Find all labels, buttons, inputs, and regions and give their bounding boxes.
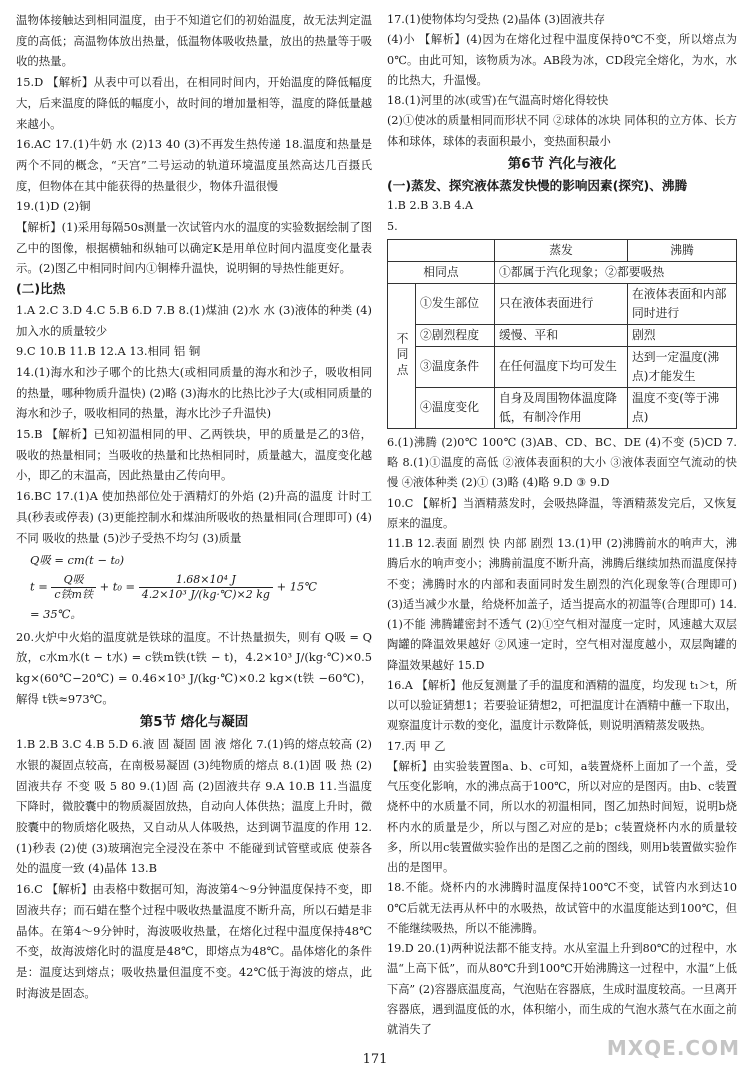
text-block: 1.A 2.C 3.D 4.C 5.B 6.D 7.B 8.(1)煤油 (2)水 水 (3)液体的种类 (4)加入水的质量较少 xyxy=(16,302,372,338)
table-cell: ①发生部位 xyxy=(416,283,495,324)
formula-part: + t₀ = xyxy=(99,579,139,594)
fraction-denominator: c铁m铁 xyxy=(54,587,93,601)
fraction xyxy=(139,573,273,602)
table-cell: 只在液体表面进行 xyxy=(495,283,628,324)
text-block: 【解析】由实验装置图a、b、c可知，a装置烧杯上面加了一个盖，受气压变化影响，水的沸点高于100℃，所以对应的是图丙。由b、c装置烧杯中的水质量不同，所以水的初温相同，图乙加热时间短，说明b烧杯内水的质量是少，所以与图乙对应的是b；c装置烧杯内水的质量较多，所以用c装置做实验作出的是图乙之前的图线，则用b装置做实验作出的是图甲。 xyxy=(387,759,737,874)
table-row xyxy=(388,387,737,428)
formula-temperature xyxy=(30,573,372,602)
fraction xyxy=(51,573,96,602)
text-block: 11.B 12.表面 剧烈 快 内部 剧烈 13.(1)甲 (2)沸腾前水的响声大，沸腾后水的响声变小；沸腾前温度不断升高，沸腾后继续加热而温度保持不变；沸腾时水的内部和表面同时发生剧烈的汽化现象等(合理即可) (3)适当减少水量，给烧杯加盖子，适当提高水的初温等(合理即可) 14.(1)不能 沸腾罐密封不透气 (2)①空气相对湿度一定时，风速越大双层陶罐的降温效果越好 ②风速一定时，空气相对湿度越小，双层陶罐的降温效果越好 15.D xyxy=(387,537,737,672)
subsection-heading-bire: (二)比热 xyxy=(16,281,66,297)
table-cell xyxy=(388,239,495,261)
table-cell: ③温度条件 xyxy=(416,346,495,387)
text-block: (4)小 【解析】(4)因为在熔化过程中温度保持0℃不变，所以熔点为0℃。由此可知，该物质为冰。AB段为冰，CD段完全熔化，为水，水的比热大，升温慢。 xyxy=(387,33,737,87)
text-block: 17.丙 甲 乙 xyxy=(387,739,446,753)
text-block: 14.(1)海水和沙子哪个的比热大(或相同质量的海水和沙子，吸收相同的热量，哪种物质升温快) (2)略 (3)海水的比热比沙子大(或相同质量的海水和沙子，吸收相同的热量，海水比沙子升温快) xyxy=(16,364,372,421)
table-cell: 自身及周围物体温度降低，有制冷作用 xyxy=(495,387,628,428)
watermark: MXQE.COM xyxy=(606,1036,740,1060)
text-block: 1.B 2.B 3.C 4.B 5.D 6.液 固 凝固 固 液 熔化 7.(1)钨的熔点较高 (2)水银的凝固点较高，在南极易凝固 (3)纯物质的熔点 8.(1)固 吸 热 (2)固液共存 不变 吸 5 80 9.(1)固 高 (2)固液共存 9.A 10.B 11.当温度下降时，微胶囊中的物质凝固放热，自动向人体供热；温度上升时，微胶囊中的物质熔化吸热，又自动从人体吸热，达到调节温度的作用 12.(1)秒表 (2)使 (3)玻璃泡完全浸没在茶中 不能碰到试管壁或底 使萘各处的温度一致 (4)晶体 13.B xyxy=(16,737,372,876)
text-block: 16.AC 17.(1)牛奶 水 (2)13 40 (3)不再发生热传递 18.温度和热量是两个不同的概念，“天宫”二号运动的轨道环境温度虽然高达几百摄氏度，但物体在其中能获得的热量很少，物体升温很慢 xyxy=(16,137,372,193)
table-row xyxy=(388,239,737,261)
table-cell: 在液体表面和内部同时进行 xyxy=(628,283,737,324)
formula-heat: Q吸 = cm(t − t₀) xyxy=(30,553,125,568)
text-block: 9.C 10.B 11.B 12.A 13.相同 铝 铜 xyxy=(16,344,201,359)
fraction-numerator: Q吸 xyxy=(51,573,96,588)
table-cell: ②剧烈程度 xyxy=(416,324,495,346)
text-block: 19.D 20.(1)两种说法都不能支持。水从室温上升到80℃的过程中，水温“上高下低”，而从80℃升到100℃开始沸腾这一过程中，水温“上低下高” (2)容器底温度高，气泡贴在容器底，生成时温度较高。一旦离开容器底，遇到温度低的水，体积缩小，而生成的气泡水蒸气在水面之前就消失了 xyxy=(387,942,737,1036)
table-cell: 不同点 xyxy=(388,283,416,428)
table-cell: 缓慢、平和 xyxy=(495,324,628,346)
left-column xyxy=(16,10,372,1003)
text-block: 20.火炉中火焰的温度就是铁球的温度。不计热量损失，则有 Q吸 = Q放，c水m水(t − t水) = c铁m铁(t铁 − t)，4.2×10³ J/(kg·℃)×0.5 kg×(60℃−20℃) = 0.46×10³ J/(kg·℃)×0.2 kg×(t铁 −60℃)，解得 t铁≈973℃。 xyxy=(16,629,372,706)
text-block: 1.B 2.B 3.B 4.A xyxy=(387,199,474,213)
formula-part: + 15℃ xyxy=(276,579,317,594)
fraction-denominator: 4.2×10³ J/(kg·℃)×2 kg xyxy=(141,587,270,601)
table-cell: 剧烈 xyxy=(628,324,737,346)
formula-part: t = xyxy=(30,579,52,594)
right-column xyxy=(387,10,737,1040)
page-number: 171 xyxy=(362,1052,388,1067)
text-block: 5. xyxy=(387,219,398,233)
text-block: (2)①使冰的质量相同而形状不同 ②球体的冰块 同体积的立方体、长方体和球体，球体的表面积最小，变热面积最小 xyxy=(387,114,737,148)
table-cell: 在任何温度下均可发生 xyxy=(495,346,628,387)
comparison-table xyxy=(387,239,737,429)
table-header: 蒸发 xyxy=(495,239,628,261)
text-block: 16.A 【解析】他反复测量了手的温度和酒精的温度，均发现 t₁＞t，所以可以验证猜想1；若要验证猜想2，可把温度计在酒精中蘸一下取出，观察温度计示数的变化，温度计示数降低，则说明酒精蒸发吸热。 xyxy=(387,678,737,733)
text-block: 18.(1)河里的冰(或雪)在气温高时熔化得较快 xyxy=(387,94,609,107)
text-block: 19.(1)D (2)铜 xyxy=(16,199,91,214)
table-cell: 达到一定温度(沸点)才能发生 xyxy=(628,346,737,387)
table-row xyxy=(388,346,737,387)
subsection-heading-evaporation: (一)蒸发、探究液体蒸发快慢的影响因素(探究)、沸腾 xyxy=(387,178,688,193)
table-cell: ④温度变化 xyxy=(416,387,495,428)
table-header: 沸腾 xyxy=(628,239,737,261)
table-row xyxy=(388,283,737,324)
section-heading-6: 第6节 汽化与液化 xyxy=(507,155,617,172)
table-cell: 相同点 xyxy=(388,261,495,283)
table-row xyxy=(388,261,737,283)
text-block: 6.(1)沸腾 (2)0℃ 100℃ (3)AB、CD、BC、DE (4)不变 (5)CD 7.略 8.(1)①温度的高低 ②液体表面积的大小 ③液体表面空气流动的快慢 ④液体种类 (2)① (3)略 (4)略 9.D ③ 9.D xyxy=(387,435,737,490)
text-block: 18.不能。烧杯内的水沸腾时温度保持100℃不变，试管内水到达100℃后就无法再从杯中的水吸热，故试管中的水温度能达到100℃，但不能继续吸热，所以不能沸腾。 xyxy=(387,881,737,935)
text-block: 17.(1)使物体均匀受热 (2)晶体 (3)固液共存 xyxy=(387,13,605,26)
text-block: 15.D 【解析】从表中可以看出，在相同时间内，开始温度的降低幅度大，后来温度的降低的幅度小，故时间的增加量相等，温度的降低量越来越小。 xyxy=(16,75,372,131)
text-block: 温物体接触达到相同温度，由于不知道它们的初始温度，故无法判定温度的高低；高温物体放出热量，低温物体吸收热量，放出的热量等于吸收的热量。 xyxy=(16,13,372,69)
table-cell: ①都属于汽化现象；②都要吸热 xyxy=(495,261,737,283)
text-block: 【解析】(1)采用每隔50s测量一次试管内水的温度的实验数据绘制了图乙中的图像，根据横轴和纵轴可以确定K是用单位时间内温度变化量表示。(2)图乙中相同时间内①铜棒升温快，说明铜的导热性能更好。 xyxy=(16,220,372,276)
text-block: 16.BC 17.(1)A 使加热部位处于酒精灯的外焰 (2)升高的温度 计时工具(秒表或停表) (3)更能控制水和煤油所吸收的热量相同(合理即可) (4)不同 吸收的热量 (5)沙子受热不均匀 (3)质量 xyxy=(16,489,372,545)
table-cell: 温度不变(等于沸点) xyxy=(628,387,737,428)
fraction-numerator: 1.68×10⁴ J xyxy=(139,573,273,588)
formula-result: = 35℃。 xyxy=(30,606,82,621)
section-heading-5: 第5节 熔化与凝固 xyxy=(139,713,249,730)
text-block: 15.B 【解析】已知初温相同的甲、乙两铁块，甲的质量是乙的3倍，吸收的热量相同；当吸收的热量和比热相同时，质量越大，温度变化越小，即乙的末温高，因此热量由乙传向甲。 xyxy=(16,427,372,483)
text-block: 16.C 【解析】由表格中数据可知，海波第4～9分钟温度保持不变，即固液共存；而石蜡在整个过程中吸收热量温度不断升高，所以石蜡是非晶体。在第4～9分钟时，海波吸收热量，在熔化过程中温度保持48℃不变，故海波熔化时的温度是48℃，即熔点为48℃。晶体熔化的条件是：温度达到熔点；吸收热量但温度不变。42℃低于海波的熔点，此时海波是固态。 xyxy=(16,882,372,1000)
table-row xyxy=(388,324,737,346)
text-block: 10.C 【解析】当酒精蒸发时，会吸热降温，等酒精蒸发完后，又恢复原来的温度。 xyxy=(387,496,737,530)
